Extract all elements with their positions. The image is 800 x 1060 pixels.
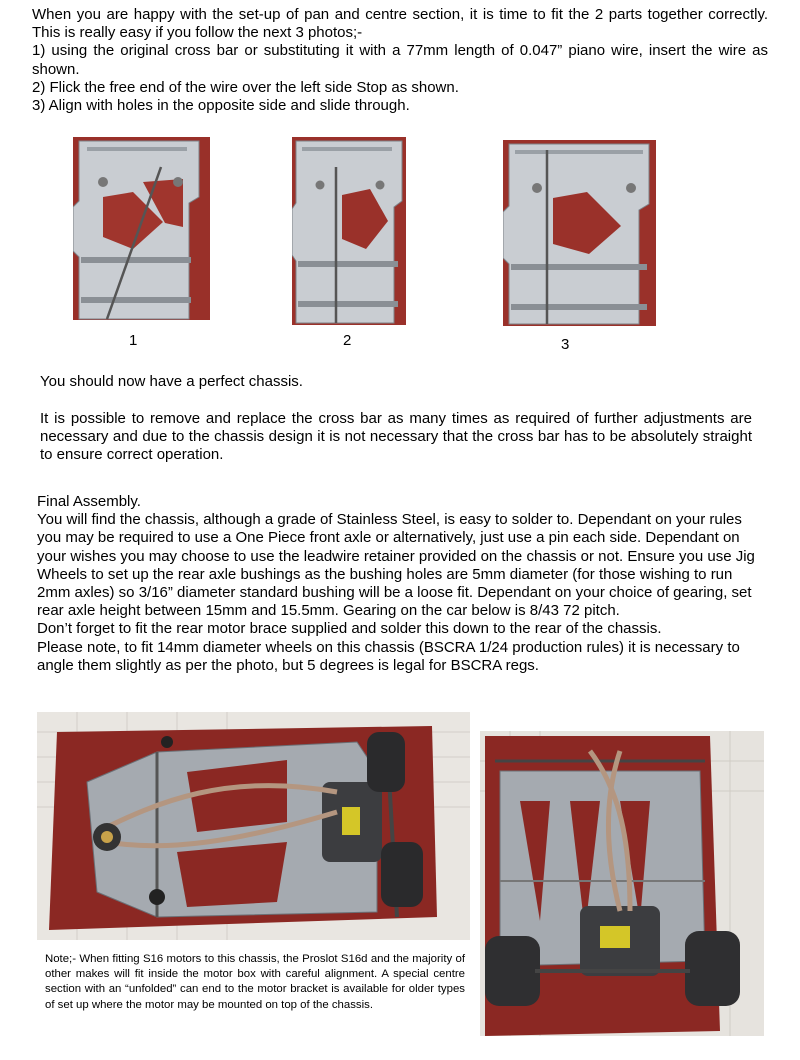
step-2-text: 2) Flick the free end of the wire over the left side Stop as shown. (32, 78, 459, 96)
photo-step-1 (73, 137, 210, 320)
photo-wheel-angle (480, 731, 764, 1036)
photo-caption-3: 3 (561, 336, 570, 353)
motor-brace-text: Don’t forget to fit the rear motor brace supplied and solder this down to the rear of the chassis. (37, 620, 662, 638)
photo-assembled-car (37, 712, 470, 940)
crossbar-paragraph: It is possible to remove and replace the cross bar as many times as required of further adjustments are necessary and due to the chassis design it is not necessary that the cross bar has to be absolutely straight to ensure correct operation. (40, 410, 752, 464)
intro-text (32, 6, 768, 115)
final-assembly-heading: Final Assembly. (37, 493, 141, 510)
photo-step-2 (292, 137, 406, 325)
motor-note: Note;- When fitting S16 motors to this chassis, the Proslot S16d and the majority of other makes will fit inside the motor box with careful alignment. A special centre section with an “unfolded” can end to the motor bracket is available for older types of set up where the motor may be mounted on top of the chassis. (45, 953, 465, 1011)
step-3-text: 3) Align with holes in the opposite side and slide through. (32, 97, 410, 115)
wheel-angle-text: Please note, to fit 14mm diameter wheels on this chassis (BSCRA 1/24 production rules) it is necessary to angle them slightly as per the photo, but 5 degrees is legal for BSCRA regs. (37, 638, 740, 674)
photo-caption-2: 2 (343, 332, 352, 349)
photo-caption-1: 1 (129, 332, 138, 349)
intro-line: When you are happy with the set-up of pan and centre section, it is time to fit the 2 parts together correctly. This is really easy if you follow the next 3 photos;- (32, 6, 768, 42)
final-assembly-body: You will find the chassis, although a grade of Stainless Steel, is easy to solder to. Dependant on your rules you may be required to use a One Piece front axle or alternatively, just use a pin each side. Dependant on your wishes you may choose to use the leadwire retainer provided on the chassis or not. Ensure you use Jig Wheels to set up the rear axle bushings as the bushing holes are 5mm diameter (for those wishing to run 2mm axles) so 3/16” diameter standard bushing will be a loose fit. Dependant on your choice of gearing, set rear axle height between 15mm and 15.5mm. Gearing on the car below is 8/43 72 pitch. (37, 511, 755, 620)
final-assembly-section (37, 493, 762, 675)
perfect-chassis-text: You should now have a perfect chassis. (40, 373, 303, 390)
photo-step-3 (503, 140, 656, 326)
step-1-text: 1) using the original cross bar or substituting it with a 77mm length of 0.047” piano wire, insert the wire as shown. (32, 42, 768, 78)
